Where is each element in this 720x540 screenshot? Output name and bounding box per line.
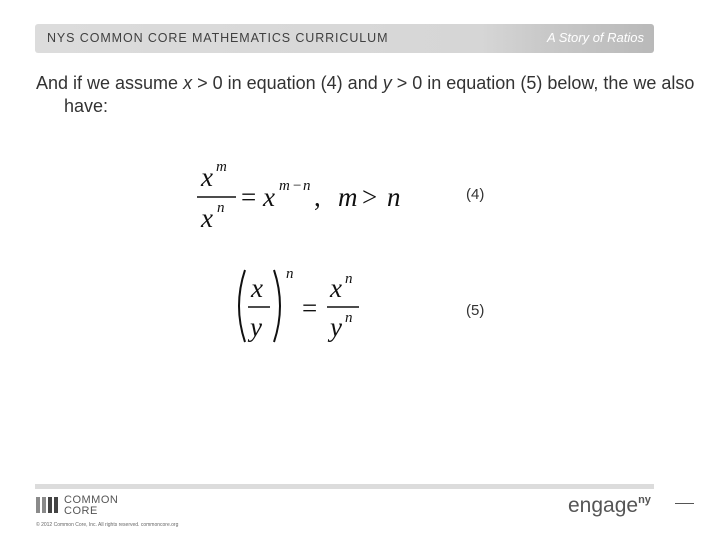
svg-text:y: y	[330, 312, 342, 342]
svg-text:n: n	[286, 266, 294, 282]
svg-text:m: m	[338, 182, 358, 212]
logo-line-1: COMMON	[64, 494, 119, 506]
svg-text:−: −	[293, 178, 302, 194]
svg-text:n: n	[345, 271, 353, 287]
intro-text	[36, 72, 714, 118]
footer-divider	[35, 484, 654, 489]
equation-5	[232, 264, 372, 348]
svg-text:x: x	[251, 273, 263, 303]
svg-text:=: =	[302, 293, 318, 323]
equation-5-label: (5)	[466, 302, 485, 319]
svg-text:y: y	[250, 312, 262, 342]
engageny-logo	[568, 494, 651, 518]
engage-word: engage	[568, 494, 639, 517]
svg-text:n: n	[345, 310, 353, 326]
logo-line-2: CORE	[64, 505, 98, 517]
curriculum-title: NYS COMMON CORE MATHEMATICS CURRICULUM	[47, 31, 389, 45]
svg-text:m: m	[216, 159, 227, 175]
svg-text:n: n	[217, 200, 225, 216]
equation-4-label: (4)	[466, 186, 485, 203]
intro-part-1: And if we assume	[36, 73, 184, 93]
svg-text:x: x	[330, 273, 342, 303]
svg-text:,: ,	[314, 182, 321, 212]
copyright-notice: © 2012 Common Core, Inc. All rights reserved. commoncore.org	[36, 522, 179, 528]
svg-text:x: x	[201, 162, 213, 192]
common-core-wordmark	[64, 495, 118, 517]
footer-dash	[675, 503, 694, 504]
equation-4	[195, 158, 425, 234]
intro-var-x: x	[183, 73, 193, 93]
module-title: A Story of Ratios	[546, 30, 644, 45]
engage-ny: ny	[638, 494, 651, 506]
intro-part-3: > 0 in equation (5) below, the we also have:	[64, 73, 695, 116]
svg-text:n: n	[387, 182, 401, 212]
svg-text:m: m	[279, 178, 290, 194]
intro-part-2: > 0 in equation (4) and	[192, 73, 383, 93]
svg-text:=: =	[241, 182, 257, 212]
svg-text:>: >	[362, 182, 378, 212]
intro-var-y: y	[382, 73, 392, 93]
svg-text:n: n	[303, 178, 311, 194]
svg-text:x: x	[201, 203, 213, 233]
common-core-mark-icon	[36, 495, 60, 513]
header-bar	[35, 24, 654, 53]
svg-text:x: x	[263, 182, 275, 212]
common-core-logo	[36, 495, 118, 517]
